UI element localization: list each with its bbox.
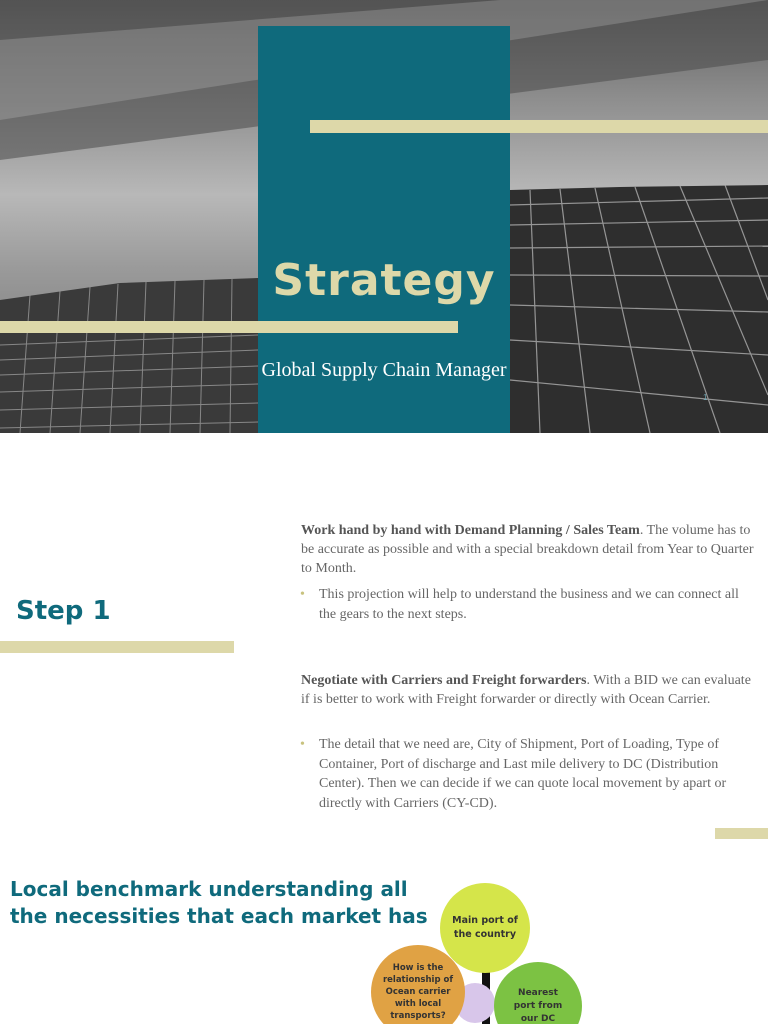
circle-ocean-carrier-label: How is the relationship of Ocean carrier with local transports? [382, 963, 454, 1021]
paragraph-carriers [301, 671, 756, 709]
paragraph-text: . With a BID we can evaluate if is better to work with Freight forwarder or directly with Ocean Carrier. [301, 673, 751, 707]
bullet-text: This projection will help to understand the business and we can connect all the gears to the next steps. [319, 587, 739, 622]
bullet-dot-icon: • [300, 737, 305, 752]
bullet-item [300, 735, 751, 813]
circle-nearest-port-label: Nearest port from our DC [513, 987, 563, 1024]
step-heading: Step 1 [16, 596, 111, 626]
slide-title: Strategy [272, 255, 496, 306]
bullet-dot-icon: • [300, 587, 305, 602]
bullet-item [300, 585, 751, 624]
bullet-text: The detail that we need are, City of Shipment, Port of Loading, Type of Container, Port of discharge and Last mile delivery to DC (Distribution Center). Then we can decide if we can quote local movement by apart or directly with Carriers (CY-CD). [319, 737, 727, 811]
slide-subtitle: Global Supply Chain Manager [261, 359, 507, 381]
paragraph-bold-text: Negotiate with Carriers and Freight forwarders [301, 673, 587, 688]
page-number: 1 [703, 393, 708, 402]
accent-bar-top [310, 120, 768, 133]
accent-bar-step [0, 641, 234, 653]
step-slide [0, 433, 768, 843]
circle-main-port-label: Main port of the country [452, 915, 518, 940]
paragraph-bold-text: Work hand by hand with Demand Planning / Sales Team [301, 523, 640, 538]
circle-nearest-port [494, 962, 582, 1024]
cover-slide [0, 0, 768, 433]
benchmark-heading: Local benchmark understanding all the necessities that each market has [10, 877, 428, 928]
accent-bar-middle [0, 321, 458, 333]
paragraph-demand-planning [301, 521, 756, 578]
benchmark-slide [0, 843, 768, 1024]
paragraph-text: . The volume has to be accurate as possible and with a special breakdown detail from Year to Quarter to Month. [301, 523, 754, 576]
circle-main-port [440, 883, 530, 973]
accent-bar-corner [715, 828, 768, 839]
